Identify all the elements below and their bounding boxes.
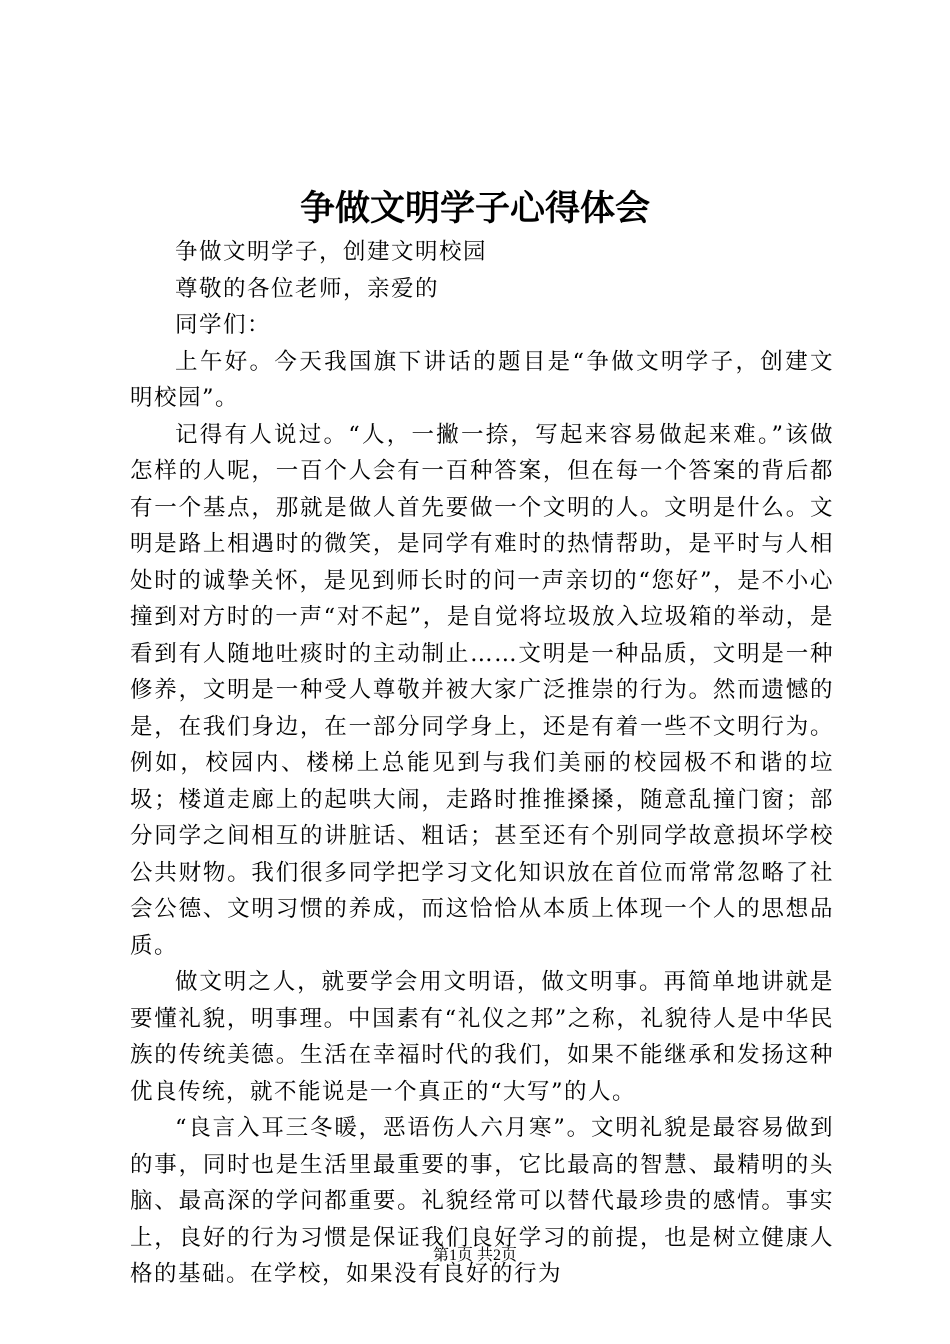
body-paragraph: 记得有人说过。“人，一撇一捺，写起来容易做起来难。”该做怎样的人呢，一百个人会有一百种答案，但在每一个答案的背后都有一个基点，那就是做人首先要做一个文明的人。文明是什么。文明是路上相遇时的微笑，是同学有难时的热情帮助，是平时与人相处时的诚挚关怀，是见到师长时的问一声亲切的“您好”，是不小心撞到对方时的一声“对不起”，是自觉将垃圾放入垃圾箱的举动，是看到有人随地吐痰时的主动制止……文明是一种品质，文明是一种修养，文明是一种受人尊敬并被大家广泛推崇的行为。然而遗憾的是，在我们身边，在一部分同学身上，还是有着一些不文明行为。例如，校园内、楼梯上总能见到与我们美丽的校园极不和谐的垃圾；楼道走廊上的起哄大闹，走路时推推搡搡，随意乱撞门窗；部分同学之间相互的讲脏话、粗话；甚至还有个别同学故意损坏学校公共财物。我们很多同学把学习文化知识放在首位而常常忽略了社会公德、文明习惯的养成，而这恰恰从本质上体现一个人的思想品质。 (130, 421, 834, 959)
body-paragraph: 同学们： (175, 312, 272, 338)
document-title: 争做文明学子心得体会 (299, 188, 650, 229)
document-body (130, 234, 834, 1293)
body-paragraph: 上午好。今天我国旗下讲话的题目是“争做文明学子，创建文明校园”。 (130, 348, 834, 411)
body-paragraph: 争做文明学子，创建文明校园 (175, 239, 488, 265)
body-paragraph: 做文明之人，就要学会用文明语，做文明事。再简单地讲就是要懂礼貌，明事理。中国素有“礼仪之邦”之称，礼貌待人是中华民族的传统美德。生活在幸福时代的我们，如果不能继承和发扬这种优良传统，就不能说是一个真正的“大写”的人。 (130, 969, 834, 1105)
page-number-footer: 第1页 共2页 (432, 1247, 517, 1264)
body-paragraph: 尊敬的各位老师，亲爱的 (175, 275, 440, 302)
body-paragraph: “良言入耳三冬暖，恶语伤人六月寒”。文明礼貌是最容易做到的事，同时也是生活里最重要的事，它比最高的智慧、最精明的头脑、最高深的学问都重要。礼貌经常可以替代最珍贵的感情。事实上，良好的行为习惯是保证我们良好学习的前提，也是树立健康人格的基础。在学校，如果没有良好的行为 (130, 1115, 834, 1287)
